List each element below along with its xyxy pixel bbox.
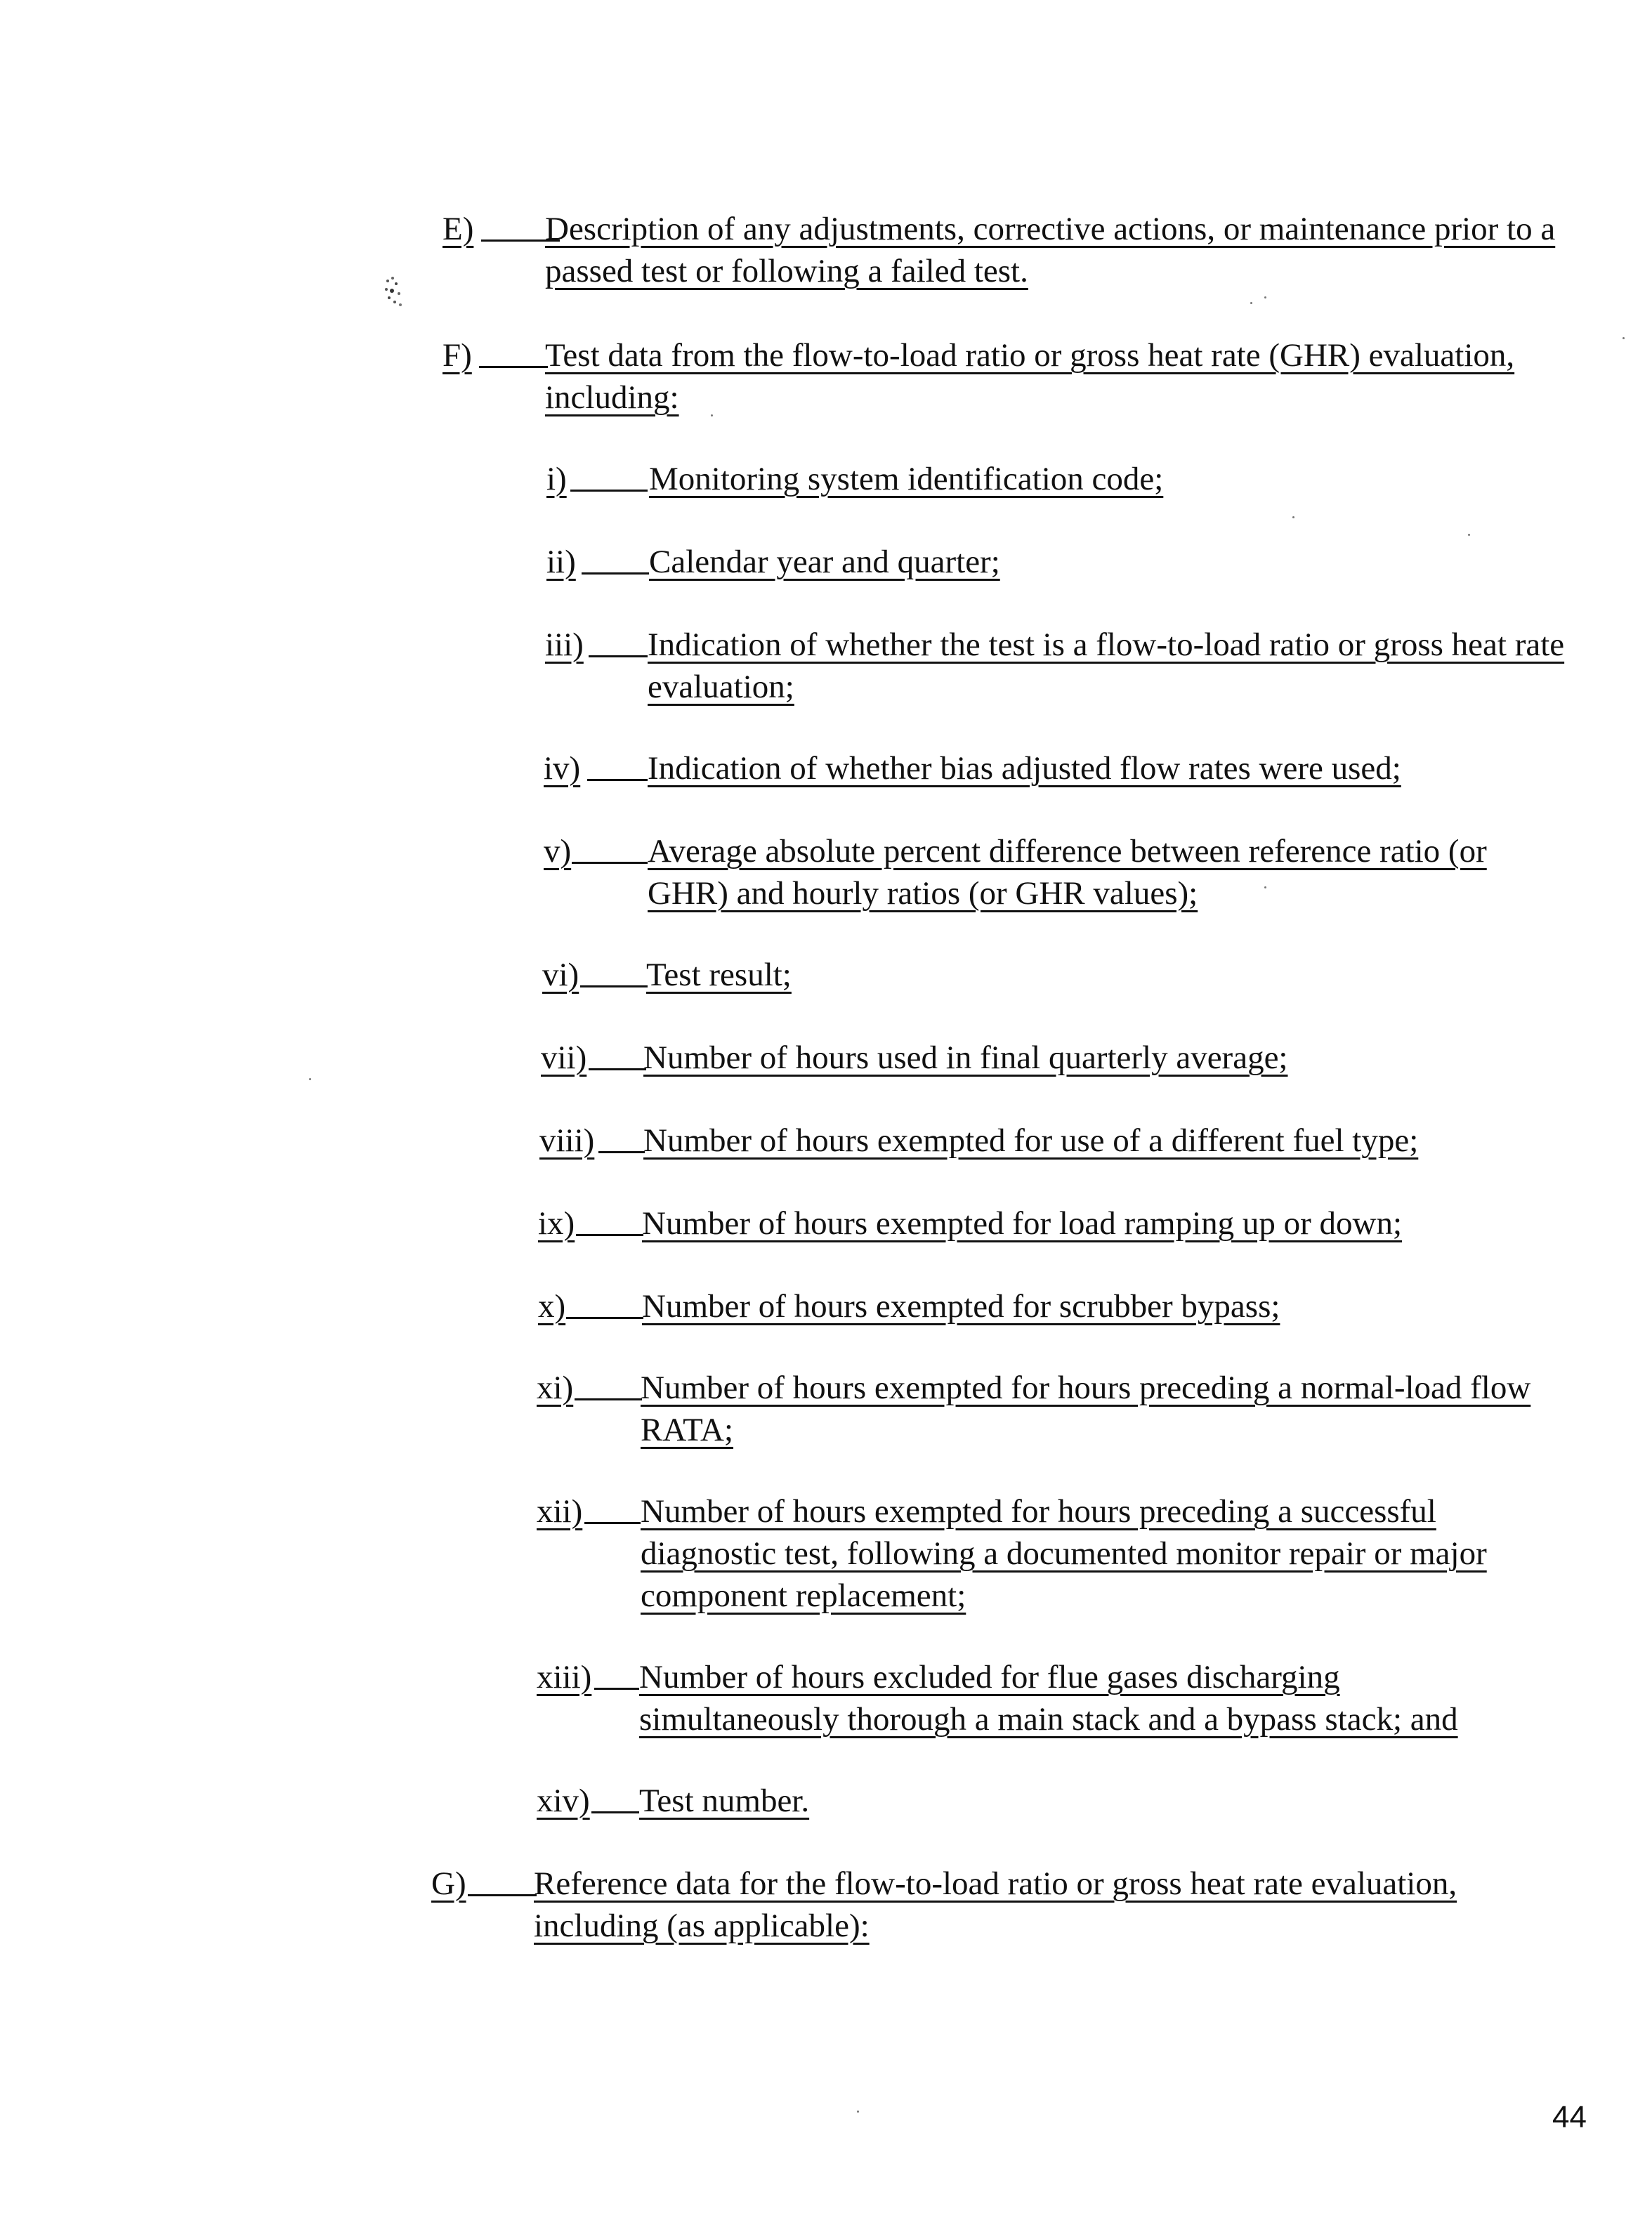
subitem-text: Number of hours exempted for scrubber bypass; xyxy=(642,1288,1280,1325)
subitem-text: Number of hours used in final quarterly average; xyxy=(643,1039,1288,1076)
subitem-text: Number of hours exempted for load ramping up or down; xyxy=(642,1205,1403,1242)
scan-speck xyxy=(857,2111,859,2113)
scan-speck xyxy=(1250,302,1252,304)
scan-speck xyxy=(1292,516,1294,518)
label-rule xyxy=(582,541,649,575)
scan-smudge xyxy=(382,274,406,310)
label-rule xyxy=(468,1863,537,1896)
subitem-label: vii) xyxy=(541,1039,587,1076)
scan-speck xyxy=(309,1078,311,1080)
label-rule xyxy=(576,1202,643,1236)
label-rule xyxy=(594,1656,639,1690)
subitem-label: v) xyxy=(544,833,572,869)
subitem-text: Monitoring system identification code; xyxy=(649,461,1164,497)
label-rule xyxy=(584,1490,641,1524)
subitem-text: Indication of whether bias adjusted flow rates were used; xyxy=(648,750,1401,787)
item-label: E) xyxy=(442,211,474,247)
scan-speck xyxy=(1622,337,1625,339)
subitem-label: viii) xyxy=(539,1122,595,1159)
item-f xyxy=(442,334,1594,419)
label-rule xyxy=(591,1780,639,1813)
item-text: Reference data for the flow-to-load ratio or gross heat rate evaluation, including (as applicable): xyxy=(534,1865,1457,1944)
subitem-text: Average absolute percent difference between reference ratio (or GHR) and hourly ratios (or GHR values); xyxy=(648,833,1487,912)
page-number: 44 xyxy=(1552,2100,1587,2134)
label-rule xyxy=(589,624,648,657)
label-rule xyxy=(566,1285,643,1319)
label-rule xyxy=(587,747,648,781)
item-label: F) xyxy=(442,337,472,374)
label-rule xyxy=(580,954,648,987)
scan-speck xyxy=(1264,296,1266,298)
subitem-text: Number of hours excluded for flue gases discharging simultaneously thorough a main stack and a bypass stack; and xyxy=(639,1659,1458,1738)
label-rule xyxy=(479,334,548,368)
subitem-label: ii) xyxy=(546,544,576,580)
item-text: Test data from the flow-to-load ratio or gross heat rate (GHR) evaluation, including: xyxy=(545,337,1515,416)
subitem-text: Number of hours exempted for hours preceding a normal-load flow RATA; xyxy=(641,1370,1531,1448)
subitem-label: xiv) xyxy=(537,1783,590,1819)
label-rule xyxy=(589,1037,646,1070)
label-rule xyxy=(598,1120,645,1153)
item-g xyxy=(431,1863,1597,1947)
item-e xyxy=(442,208,1594,292)
item-text: Description of any adjustments, corrective actions, or maintenance prior to a passed test or following a failed test. xyxy=(545,211,1556,289)
subitem-label: ix) xyxy=(538,1205,575,1242)
subitem-label: xiii) xyxy=(537,1659,592,1695)
subitem-label: i) xyxy=(546,461,567,497)
subitem-text: Indication of whether the test is a flow-to-load ratio or gross heat rate evaluation; xyxy=(648,626,1565,705)
label-rule xyxy=(575,1367,642,1400)
subitem-text: Number of hours exempted for hours preceding a successful diagnostic test, following a documented monitor repair or major component replacement; xyxy=(641,1493,1487,1614)
subitem-text: Test number. xyxy=(639,1783,810,1819)
subitem-label: xi) xyxy=(537,1370,574,1406)
subitem-text: Test result; xyxy=(646,957,792,993)
subitem-label: iii) xyxy=(545,626,584,663)
subitem-text: Number of hours exempted for use of a different fuel type; xyxy=(643,1122,1419,1159)
subitem-text: Calendar year and quarter; xyxy=(649,544,1000,580)
subitem-label: iv) xyxy=(544,750,581,787)
label-rule xyxy=(570,458,648,492)
subitem-label: xii) xyxy=(537,1493,583,1530)
scan-speck xyxy=(1468,534,1470,536)
item-label: G) xyxy=(431,1865,466,1902)
subitem-label: vi) xyxy=(542,957,579,993)
label-rule xyxy=(572,830,648,864)
subitem-label: x) xyxy=(538,1288,566,1325)
